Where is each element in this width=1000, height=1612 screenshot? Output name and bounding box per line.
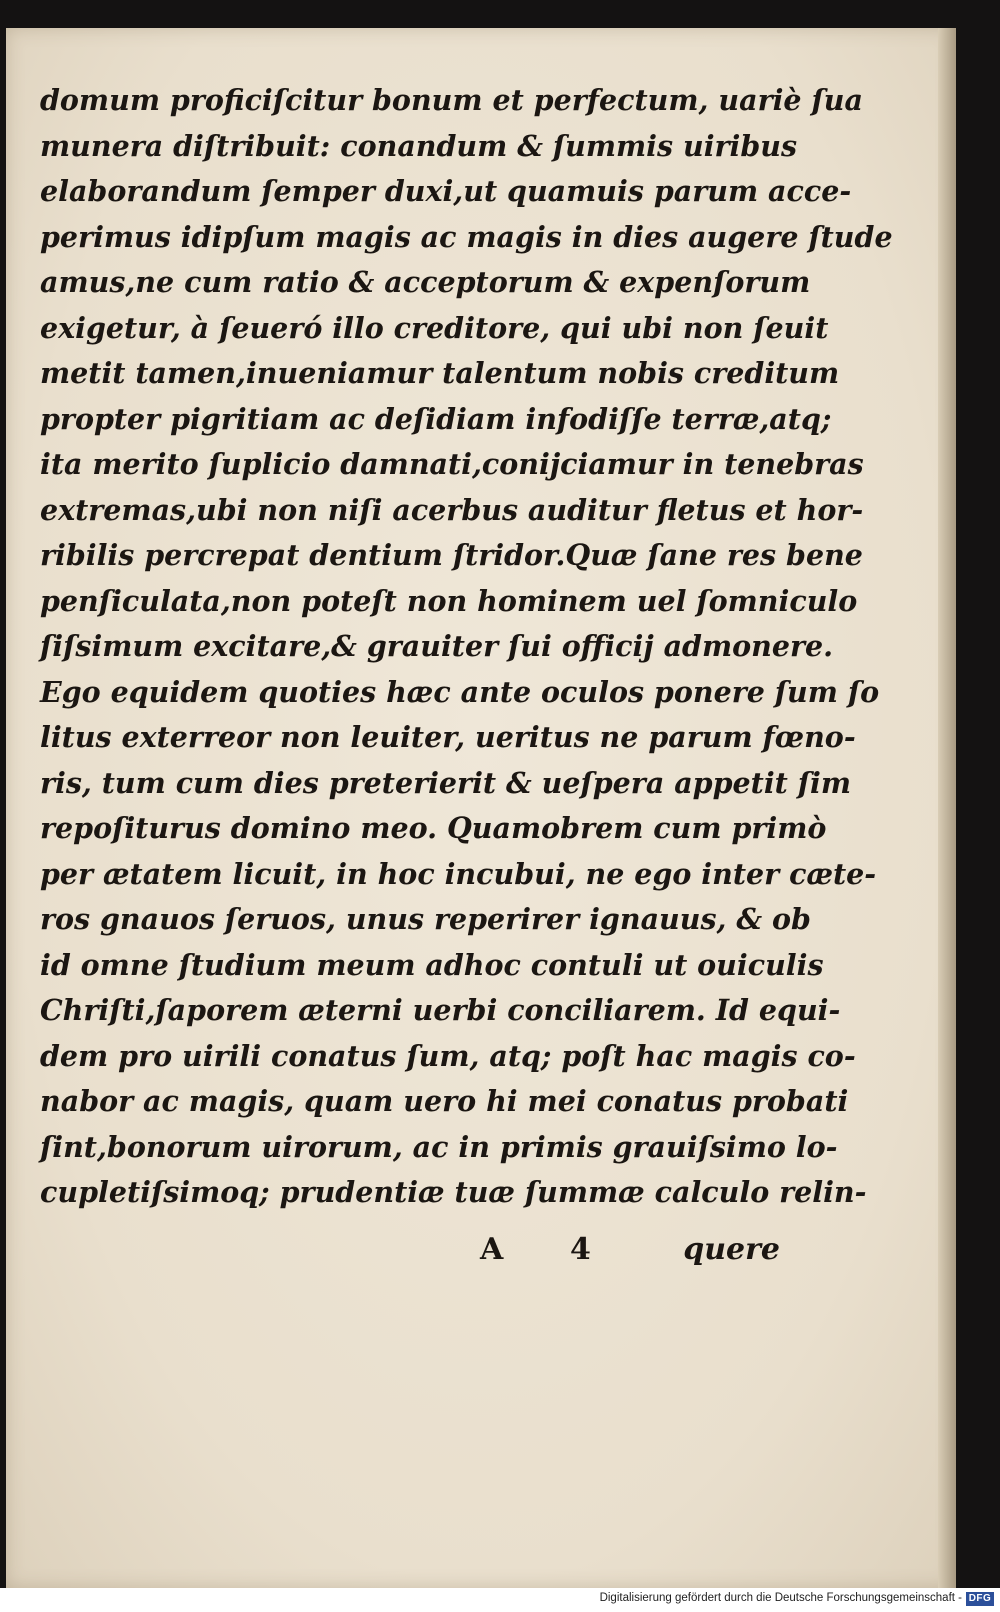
text-line: cupletiſsimoq; prudentiæ tuæ ſummæ calculo relin- bbox=[40, 1175, 867, 1209]
text-line: Ego equidem quoties hæc ante oculos ponere ſum ſo bbox=[40, 674, 880, 709]
signature-row bbox=[470, 1232, 780, 1278]
text-line: elaborandum ſemper duxi,ut quamuis parum acce- bbox=[40, 174, 852, 208]
text-line: repoſiturus domino meo. Quamobrem cum primò bbox=[40, 811, 827, 845]
text-line: ſint,bonorum uirorum, ac in primis grauiſsimo lo- bbox=[40, 1129, 838, 1164]
text-line: per ætatem licuit, in hoc incubui, ne ego inter cæte- bbox=[40, 856, 877, 891]
body-text bbox=[40, 78, 893, 1216]
footer-credit: Digitalisierung gefördert durch die Deutsche Forschungsgemeinschaft - bbox=[599, 1592, 962, 1604]
dfg-logo-icon: DFG bbox=[966, 1592, 994, 1606]
text-line: ſiſsimum excitare,& grauiter ſui officij admonere. bbox=[40, 629, 834, 663]
signature-mark: A bbox=[480, 1232, 504, 1267]
text-line: exigetur, à ſeueró illo creditore, qui ubi non ſeuit bbox=[40, 310, 829, 345]
text-line: ris, tum cum dies preterierit & ueſpera appetit ſim bbox=[40, 765, 851, 800]
text-line: propter pigritiam ac deſidiam infodiſſe terræ,atq; bbox=[40, 401, 832, 436]
text-line: litus exterreor non leuiter, ueritus ne parum fœno- bbox=[40, 720, 856, 754]
text-line: nabor ac magis, quam uero hi mei conatus probati bbox=[40, 1084, 849, 1118]
text-line: domum proficiſcitur bonum et perfectum, uariè ſua bbox=[40, 83, 863, 117]
signature-number: 4 bbox=[570, 1232, 591, 1267]
text-line: amus,ne cum ratio & acceptorum & expenſorum bbox=[40, 265, 811, 299]
text-line: ribilis percrepat dentium ſtridor.Quæ ſane res bene bbox=[40, 538, 863, 572]
text-line: dem pro uirili conatus ſum, atq; poſt hac magis co- bbox=[40, 1038, 856, 1073]
text-line: penſiculata,non poteſt non hominem uel ſomniculo bbox=[40, 583, 858, 618]
text-line: perimus idipſum magis ac magis in dies augere ſtude bbox=[40, 219, 893, 254]
catchword: quere bbox=[683, 1232, 780, 1267]
text-line: extremas,ubi non niſi acerbus auditur fletus et hor- bbox=[40, 492, 864, 527]
text-line: Chriſti,ſaporem æterni uerbi conciliarem. Id equi- bbox=[40, 993, 841, 1027]
page-edge bbox=[938, 28, 956, 1588]
text-line: ros gnauos ſeruos, unus reperirer ignauus, & ob bbox=[40, 902, 811, 936]
text-line: metit tamen,inueniamur talentum nobis creditum bbox=[40, 356, 840, 390]
text-line: id omne ſtudium meum adhoc contuli ut ouiculis bbox=[40, 947, 824, 982]
text-line: munera diſtribuit: conandum & ſummis uiribus bbox=[40, 128, 798, 163]
text-line: ita merito ſuplicio damnati,conijciamur in tenebras bbox=[40, 447, 864, 481]
